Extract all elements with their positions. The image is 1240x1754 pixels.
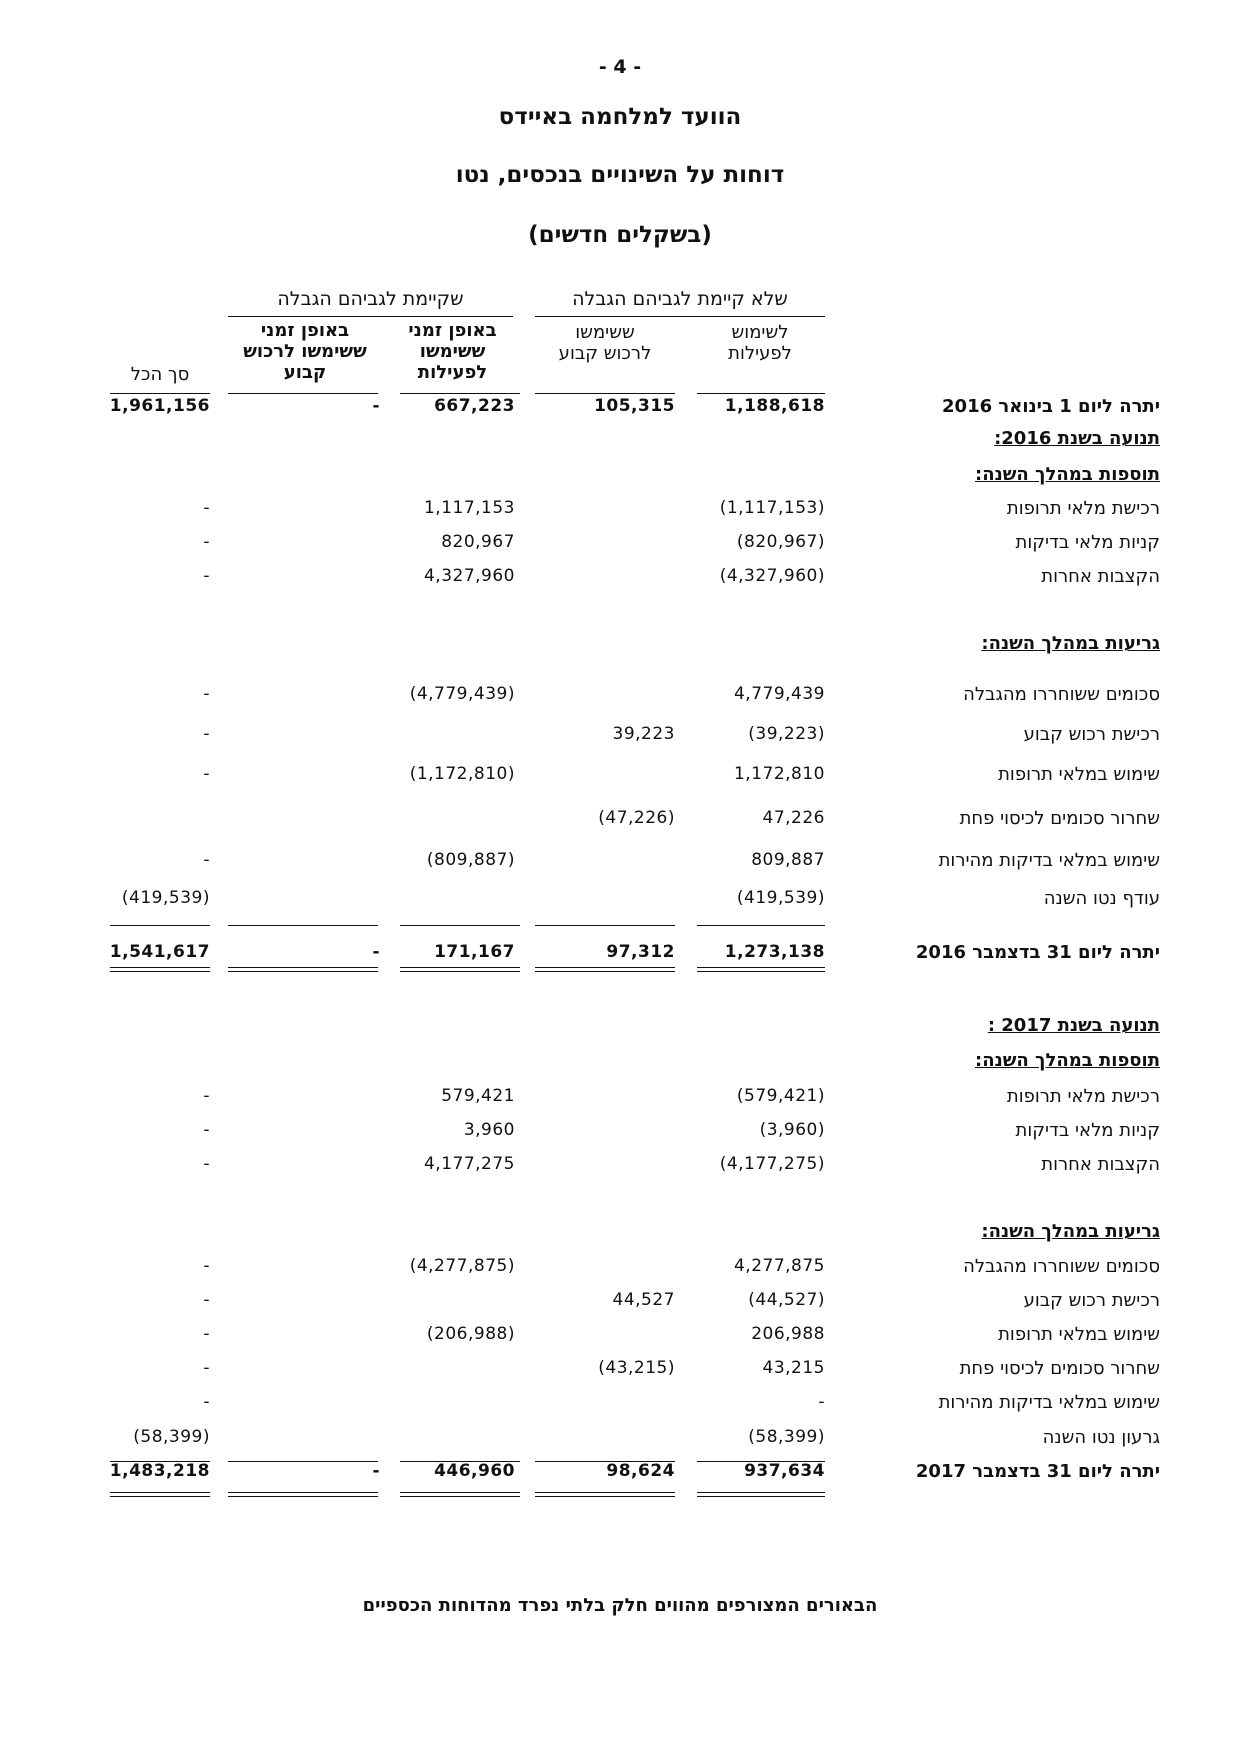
row-label: יתרה ליום 31 בדצמבר 2017 — [915, 1461, 1160, 1482]
cell-c1: 43,215 — [762, 1358, 825, 1378]
cell-c2: (43,215) — [598, 1358, 675, 1378]
column-underline — [697, 393, 825, 394]
table-row — [0, 942, 1240, 966]
table-row — [0, 566, 1240, 590]
cell-c3: 579,421 — [441, 1086, 515, 1106]
subtotal-rule — [228, 1461, 378, 1462]
cell-c1: (39,223) — [748, 724, 825, 744]
table-row — [0, 1392, 1240, 1416]
cell-c5: - — [203, 1290, 210, 1310]
table-row — [0, 1120, 1240, 1144]
subtotal-rule — [110, 925, 210, 926]
cell-c5: 1,483,218 — [109, 1461, 210, 1481]
cell-c5: - — [203, 850, 210, 870]
row-label: הקצבות אחרות — [1041, 1154, 1160, 1175]
table-row — [0, 850, 1240, 874]
total-double-rule — [697, 1492, 825, 1497]
cell-c2: 39,223 — [612, 724, 675, 744]
total-double-rule — [535, 1492, 675, 1497]
cell-c1: (419,539) — [736, 888, 825, 908]
footer-note: הבאורים המצורפים מהווים חלק בלתי נפרד מהדוחות הכספיים — [362, 1595, 878, 1616]
cell-c3: 4,177,275 — [423, 1154, 515, 1174]
row-label: קניות מלאי בדיקות — [1015, 1120, 1160, 1141]
cell-c1: 1,172,810 — [733, 764, 825, 784]
row-label: גרעון נטו השנה — [1042, 1427, 1160, 1448]
row-label: רכישת רכוש קבוע — [1023, 1290, 1160, 1311]
cell-c3: 3,960 — [463, 1120, 515, 1140]
row-label: סכומים ששוחררו מהגבלה — [963, 1256, 1160, 1277]
column-header-total — [110, 364, 210, 385]
subtotal-rule — [400, 1461, 520, 1462]
row-label: תוספות במהלך השנה: — [975, 1050, 1160, 1071]
row-label: תוספות במהלך השנה: — [975, 464, 1160, 485]
cell-c1: (1,117,153) — [719, 498, 825, 518]
subtotal-rule — [400, 925, 520, 926]
cell-c1: 4,277,875 — [733, 1256, 825, 1276]
organization-name: הוועד למלחמה באיידס — [498, 104, 742, 130]
cell-c5: (58,399) — [133, 1427, 210, 1447]
table-row — [0, 633, 1240, 657]
cell-c3: (809,887) — [426, 850, 515, 870]
table-row — [0, 1221, 1240, 1245]
cell-c1: 1,273,138 — [724, 942, 825, 962]
cell-c1: (58,399) — [748, 1427, 825, 1447]
row-label: שימוש במלאי תרופות — [998, 764, 1160, 785]
cell-c2: 98,624 — [606, 1461, 675, 1481]
group-header-restricted: שקיימת לגביהם הגבלה — [228, 288, 513, 317]
column-header-text: באופן זמני ששימשו לרכוש קבוע — [243, 320, 367, 383]
subtotal-rule — [535, 925, 675, 926]
cell-c3: (4,277,875) — [409, 1256, 515, 1276]
cell-c2: 97,312 — [606, 942, 675, 962]
column-header-fixed-assets — [535, 322, 675, 364]
cell-c5: - — [203, 1086, 210, 1106]
total-double-rule — [110, 1492, 210, 1497]
table-row — [0, 1015, 1240, 1039]
table-row — [0, 1290, 1240, 1314]
table-row — [0, 1154, 1240, 1178]
table-row — [0, 1256, 1240, 1280]
group-header-unrestricted: שלא קיימת לגביהם הגבלה — [535, 288, 825, 317]
table-row — [0, 888, 1240, 912]
row-label: שימוש במלאי בדיקות מהירות — [938, 850, 1160, 871]
cell-c5: 1,961,156 — [109, 396, 210, 416]
cell-c4: - — [372, 396, 380, 416]
column-header-text: באופן זמני ששימשו לפעילות — [408, 320, 497, 383]
statement-title: דוחות על השינויים בנכסים, נטו — [455, 162, 785, 188]
row-label: רכישת מלאי תרופות — [1006, 498, 1160, 519]
cell-c5: - — [203, 566, 210, 586]
cell-c1: 47,226 — [762, 808, 825, 828]
cell-c3: 820,967 — [441, 532, 515, 552]
cell-c5: (419,539) — [121, 888, 210, 908]
cell-c1: 937,634 — [744, 1461, 825, 1481]
cell-c3: 4,327,960 — [423, 566, 515, 586]
total-double-rule — [110, 967, 210, 972]
total-double-rule — [697, 967, 825, 972]
table-row — [0, 1050, 1240, 1074]
row-label: גריעות במהלך השנה: — [981, 1221, 1160, 1242]
row-label: עודף נטו השנה — [1043, 888, 1160, 909]
column-header-text: סך הכל — [130, 364, 190, 385]
cell-c1: (4,327,960) — [719, 566, 825, 586]
cell-c2: 44,527 — [612, 1290, 675, 1310]
cell-c3: (206,988) — [426, 1324, 515, 1344]
cell-c5: - — [203, 764, 210, 784]
column-underline — [400, 393, 520, 394]
row-label: שחרור סכומים לכיסוי פחת — [959, 808, 1160, 829]
cell-c5: - — [203, 1392, 210, 1412]
column-underline — [110, 393, 210, 394]
column-header-temp-operations — [385, 320, 520, 383]
cell-c5: - — [203, 1154, 210, 1174]
table-row — [0, 808, 1240, 832]
cell-c5: - — [203, 1256, 210, 1276]
cell-c1: (3,960) — [759, 1120, 825, 1140]
cell-c5: - — [203, 498, 210, 518]
row-label: שימוש במלאי תרופות — [998, 1324, 1160, 1345]
cell-c1: (579,421) — [736, 1086, 825, 1106]
table-row — [0, 1461, 1240, 1485]
cell-c1: 206,988 — [751, 1324, 825, 1344]
table-row — [0, 1324, 1240, 1348]
subtotal-rule — [535, 1461, 675, 1462]
row-label: קניות מלאי בדיקות — [1015, 532, 1160, 553]
total-double-rule — [228, 967, 378, 972]
table-row — [0, 684, 1240, 708]
total-double-rule — [535, 967, 675, 972]
column-header-operations — [695, 322, 825, 364]
subtotal-rule — [228, 925, 378, 926]
cell-c5: - — [203, 1120, 210, 1140]
column-header-text: ששימשו לרכוש קבוע — [558, 322, 652, 364]
total-double-rule — [400, 967, 520, 972]
table-row — [0, 1086, 1240, 1110]
cell-c4: - — [372, 942, 380, 962]
cell-c1: 1,188,618 — [724, 396, 825, 416]
currency-note: (בשקלים חדשים) — [528, 222, 712, 248]
column-header-temp-fixed-assets — [225, 320, 385, 383]
table-row — [0, 1427, 1240, 1451]
table-row — [0, 724, 1240, 748]
cell-c5: - — [203, 1358, 210, 1378]
row-label: תנועה בשנת 2017 : — [987, 1015, 1160, 1036]
cell-c1: - — [818, 1392, 825, 1412]
table-row — [0, 532, 1240, 556]
column-underline — [228, 393, 378, 394]
cell-c1: (820,967) — [736, 532, 825, 552]
cell-c3: 1,117,153 — [423, 498, 515, 518]
cell-c3: (4,779,439) — [409, 684, 515, 704]
cell-c5: - — [203, 532, 210, 552]
cell-c1: 4,779,439 — [733, 684, 825, 704]
cell-c1: (4,177,275) — [719, 1154, 825, 1174]
row-label: רכישת רכוש קבוע — [1023, 724, 1160, 745]
page-number: - 4 - — [598, 56, 642, 78]
row-label: יתרה ליום 1 בינואר 2016 — [942, 396, 1160, 417]
cell-c5: - — [203, 724, 210, 744]
table-row — [0, 464, 1240, 488]
cell-c3: 667,223 — [434, 396, 515, 416]
cell-c2: 105,315 — [594, 396, 675, 416]
subtotal-rule — [110, 1461, 210, 1462]
row-label: רכישת מלאי תרופות — [1006, 1086, 1160, 1107]
cell-c1: 809,887 — [751, 850, 825, 870]
cell-c2: (47,226) — [598, 808, 675, 828]
row-label: גריעות במהלך השנה: — [981, 633, 1160, 654]
subtotal-rule — [697, 1461, 825, 1462]
total-double-rule — [400, 1492, 520, 1497]
cell-c5: 1,541,617 — [109, 942, 210, 962]
table-row — [0, 1358, 1240, 1382]
cell-c5: - — [203, 1324, 210, 1344]
cell-c3: 446,960 — [434, 1461, 515, 1481]
row-label: יתרה ליום 31 בדצמבר 2016 — [915, 942, 1160, 963]
table-row — [0, 498, 1240, 522]
subtotal-rule — [697, 925, 825, 926]
cell-c1: (44,527) — [748, 1290, 825, 1310]
table-row — [0, 396, 1240, 420]
row-label: תנועה בשנת 2016: — [994, 428, 1160, 449]
cell-c4: - — [372, 1461, 380, 1481]
total-double-rule — [228, 1492, 378, 1497]
cell-c5: - — [203, 684, 210, 704]
row-label: סכומים ששוחררו מהגבלה — [963, 684, 1160, 705]
row-label: שחרור סכומים לכיסוי פחת — [959, 1358, 1160, 1379]
row-label: שימוש במלאי בדיקות מהירות — [938, 1392, 1160, 1413]
cell-c3: 171,167 — [434, 942, 515, 962]
table-row — [0, 428, 1240, 452]
row-label: הקצבות אחרות — [1041, 566, 1160, 587]
cell-c3: (1,172,810) — [409, 764, 515, 784]
table-row — [0, 764, 1240, 788]
column-header-text: לשימוש לפעילות — [728, 322, 792, 364]
column-underline — [535, 393, 675, 394]
